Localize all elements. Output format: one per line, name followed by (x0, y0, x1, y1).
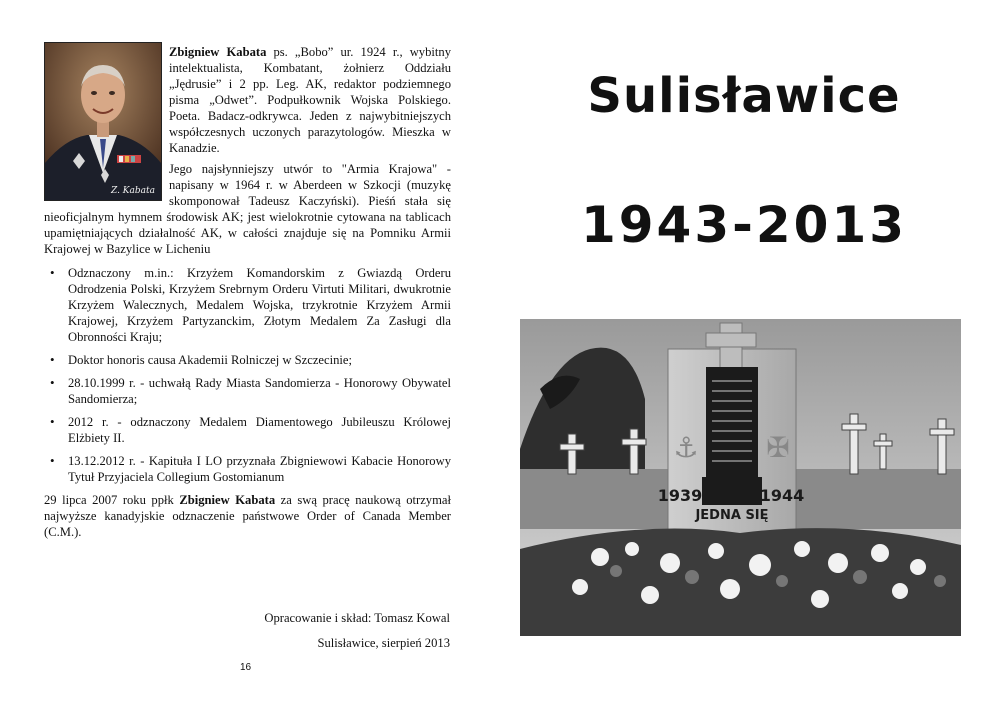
page-number: 16 (240, 662, 252, 673)
honors-list (44, 265, 451, 485)
closing-name: Zbigniew Kabata (179, 493, 276, 507)
closing-paragraph (44, 492, 451, 540)
place-date: Sulisławice, sierpień 2013 (317, 636, 450, 650)
list-item: • Doktor honoris causa Akademii Rolniczej w Szczecinie; (68, 352, 451, 368)
monument-inscription: JEDNA SIĘ (695, 508, 769, 523)
cover-years: 1943-2013 (580, 196, 908, 254)
list-item: • 13.12.2012 r. - Kapituła I LO przyznała Zbigniewowi Kabacie Honorowy Tytuł Przyjaciela Collegium Gostomianum (68, 453, 451, 485)
credits (264, 610, 450, 651)
right-page (496, 0, 992, 701)
closing-text-start: 29 lipca 2007 roku ppłk (44, 493, 180, 507)
list-item: • 28.10.1999 r. - uchwałą Rady Miasta Sandomierza - Honorowy Obywatel Sandomierza; (68, 375, 451, 407)
monument-illustration (520, 319, 961, 636)
portrait-signature: Z. Kabata (110, 186, 155, 196)
closing-text-end: za swą pracę naukową otrzymał najwyższe kanadyjskie odznaczenie państwowe Order of Canada Member (C.M.). (44, 493, 451, 539)
cover-title: Sulisławice (587, 68, 901, 124)
list-item: • 2012 r. - odznaczony Medalem Diamentowego Jubileuszu Królowej Elżbiety II. (68, 414, 451, 446)
author-credit: Opracowanie i skład: Tomasz Kowal (264, 611, 450, 625)
anchor-emblem: ⚓ (673, 431, 699, 464)
cross-emblem: ✠ (766, 431, 790, 464)
monument-photo (520, 319, 961, 636)
bio-paragraph-2: Jego najsłynniejszy utwór to "Armia Krajowa" - napisany w 1964 r. w Aberdeen w Szkocji (muzykę skomponował Tadeusz Kaczyński). Pieśń stała się nieoficjalnym hymnem środowisk AK; jest wielokrotnie cytowana na tablicach upamiętniających działalność AK, w całości znajduje się na Pomniku Armii Krajowej w Bazylice w Licheniu (44, 162, 451, 256)
monument-year-right: 1944 (759, 486, 805, 505)
list-item: • Odznaczony m.in.: Krzyżem Komandorskim z Gwiazdą Orderu Odrodzenia Polski, Krzyżem Srebrnym Orderu Virtuti Militari, dwukrotnie Krzyżem Walecznych, Medalem Wojska, trzykrotnie Krzyżem Armii Krajowej, Krzyżem Partyzanckim, Złotym Medalem Za Zasługi dla Obronności Kraju; (68, 265, 451, 345)
biography-text (44, 44, 451, 540)
monument-year-left: 1939 (657, 486, 703, 505)
bio-name: Zbigniew Kabata (169, 45, 267, 59)
bio-intro-text: ps. „Bobo” ur. 1924 r., wybitny intelektualista, Kombatant, żołnierz Oddziału „Jędrusie” i 2 pp. Leg. AK, redaktor podziemnego pisma „Odwet”. Podpułkownik Wojska Polskiego. Poeta. Badacz-odkrywca. Jeden z najwybitniejszych współczesnych uczonych parazytologów. Mieszka w Kanadzie. (169, 45, 451, 155)
